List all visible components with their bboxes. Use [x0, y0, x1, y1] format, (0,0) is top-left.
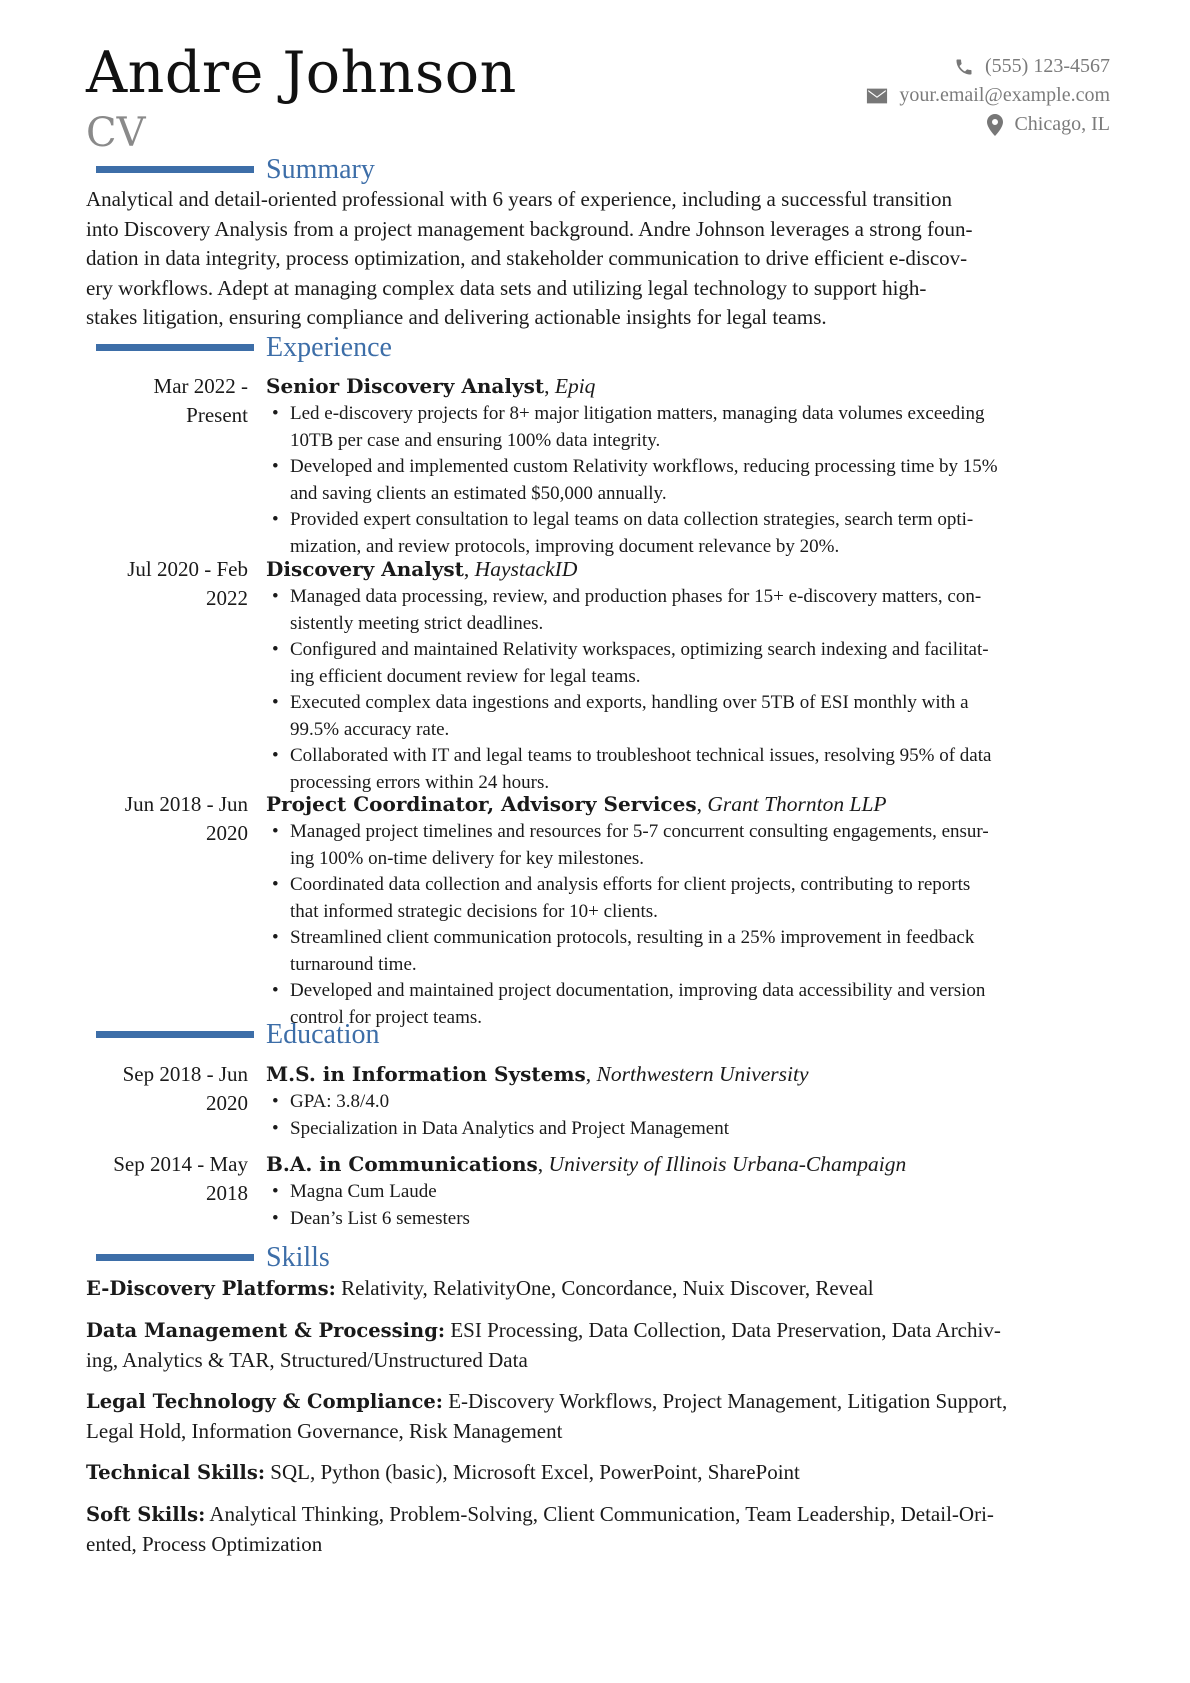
job-title: Discovery Analyst [266, 557, 464, 581]
employer: Grant Thornton LLP [707, 792, 887, 816]
skills-section-header [96, 1240, 996, 1276]
summary-section-header [96, 152, 996, 188]
summary-line: into Discovery Analysis from a project management background. Andre Johnson leverages a strong foun- [86, 216, 973, 241]
bullet-line: • Developed and implemented custom Relativity workflows, reducing processing time by 15% [290, 456, 998, 477]
entry-date [86, 1150, 248, 1208]
phone-icon [954, 57, 974, 77]
bullet-list [266, 819, 1126, 1031]
bullet-line: • GPA: 3.8/4.0 [290, 1091, 390, 1112]
bullet-line: ing efficient document review for legal teams. [290, 665, 641, 687]
bullet-line: that informed strategic decisions for 10+ clients. [290, 900, 658, 922]
skill-group [86, 1500, 1126, 1559]
skill-values: ing, Analytics & TAR, Structured/Unstructured Data [86, 1347, 528, 1372]
skill-values: Relativity, RelativityOne, Concordance, Nuix Discover, Reveal [335, 1276, 874, 1300]
bullet-line: • Managed project timelines and resources for 5-7 concurrent consulting engagements, ensur- [290, 821, 989, 842]
entry-date [86, 790, 248, 848]
bullet-item [266, 507, 1126, 560]
skill-label: E-Discovery Platforms: [86, 1277, 336, 1300]
employer: Epiq [554, 374, 596, 398]
skill-values: ented, Process Optimization [86, 1531, 323, 1556]
skill-group [86, 1316, 1126, 1375]
skill-group [86, 1458, 1126, 1488]
summary-line: Analytical and detail-oriented professional with 6 years of experience, including a successful transition [86, 187, 952, 211]
degree: B.A. in Communications [266, 1152, 538, 1176]
bullet-item [266, 743, 1126, 796]
bullet-list [266, 1089, 1126, 1142]
map-pin-icon [987, 114, 1003, 136]
bullet-line: 99.5% accuracy rate. [290, 718, 450, 740]
bullet-item [266, 819, 1126, 872]
bullet-line: ing 100% on-time delivery for key milestones. [290, 847, 645, 869]
entry-heading: M.S. in Information Systems, Northwestern University [266, 1062, 809, 1086]
location-text: Chicago, IL [1014, 113, 1110, 135]
bullet-line: • Collaborated with IT and legal teams to troubleshoot technical issues, resolving 95% of data [290, 745, 992, 766]
summary-text [86, 185, 1118, 333]
summary-line: stakes litigation, ensuring compliance and delivering actionable insights for legal teams. [86, 305, 827, 329]
date-line: Mar 2022 - [153, 374, 248, 398]
document-subtitle: CV [86, 110, 146, 156]
bullet-line: • Magna Cum Laude [290, 1181, 437, 1202]
date-line: 2022 [206, 586, 248, 610]
bullet-line: control for project teams. [290, 1006, 483, 1028]
contact-block [690, 52, 1110, 139]
section-accent-bar [96, 1031, 254, 1038]
section-title-education: Education [266, 1019, 380, 1050]
bullet-item [266, 584, 1126, 637]
bullet-line: mization, and review protocols, improving document relevance by 20%. [290, 535, 840, 557]
education-section-header [96, 1017, 996, 1053]
entry-heading: Senior Discovery Analyst, Epiq [266, 374, 596, 398]
bullet-line: • Developed and maintained project documentation, improving data accessibility and version [290, 980, 986, 1001]
bullet-item [266, 401, 1126, 454]
date-line: Present [186, 403, 248, 427]
entry-date [86, 372, 248, 430]
bullet-line: turnaround time. [290, 953, 417, 975]
bullet-line: • Executed complex data ingestions and exports, handling over 5TB of ESI monthly with a [290, 692, 969, 713]
bullet-list [266, 584, 1126, 796]
entry-date [86, 555, 248, 613]
date-line: Sep 2014 - May [113, 1152, 248, 1176]
section-title-experience: Experience [266, 332, 392, 363]
institution: Northwestern University [596, 1062, 809, 1086]
skill-values: ESI Processing, Data Collection, Data Preservation, Data Archiv- [445, 1318, 1001, 1342]
date-line: 2020 [206, 821, 248, 845]
skill-values: Analytical Thinking, Problem-Solving, Client Communication, Team Leadership, Detail-Ori- [205, 1502, 994, 1526]
entry-heading: Discovery Analyst, HaystackID [266, 557, 578, 581]
candidate-name: Andre Johnson [86, 40, 517, 106]
section-accent-bar [96, 344, 254, 351]
experience-section-header [96, 330, 996, 366]
entry-heading: B.A. in Communications, University of Illinois Urbana-Champaign [266, 1152, 907, 1176]
bullet-line: • Streamlined client communication protocols, resulting in a 25% improvement in feedback [290, 927, 975, 948]
bullet-line: • Specialization in Data Analytics and Project Management [290, 1117, 729, 1139]
skill-values: SQL, Python (basic), Microsoft Excel, PowerPoint, SharePoint [265, 1460, 800, 1484]
bullet-list [266, 401, 1126, 560]
date-line: 2018 [206, 1181, 248, 1205]
bullet-item [266, 690, 1126, 743]
bullet-item [266, 1089, 1126, 1116]
bullet-line: • Dean’s List 6 semesters [290, 1207, 470, 1229]
skill-group [86, 1387, 1126, 1446]
bullet-line: 10TB per case and ensuring 100% data integrity. [290, 429, 661, 451]
bullet-list [266, 1179, 1126, 1232]
employer: HaystackID [474, 557, 578, 581]
envelope-icon [866, 87, 888, 105]
phone-text: (555) 123-4567 [985, 55, 1110, 77]
entry-heading: Project Coordinator, Advisory Services, Grant Thornton LLP [266, 792, 887, 816]
institution: University of Illinois Urbana-Champaign [548, 1152, 907, 1176]
bullet-line: • Coordinated data collection and analysis efforts for client projects, contributing to reports [290, 874, 971, 895]
section-title-summary: Summary [266, 154, 375, 185]
entry-date [86, 1060, 248, 1118]
bullet-line: and saving clients an estimated $50,000 annually. [290, 482, 667, 504]
section-accent-bar [96, 166, 254, 173]
bullet-item [266, 454, 1126, 507]
date-line: Jun 2018 - Jun [124, 792, 248, 816]
bullet-line: • Managed data processing, review, and production phases for 15+ e-discovery matters, con- [290, 586, 982, 607]
email-text: your.email@example.com [899, 84, 1110, 106]
degree: M.S. in Information Systems [266, 1062, 586, 1086]
bullet-item [266, 1116, 1126, 1143]
bullet-item [266, 1179, 1126, 1206]
contact-location [690, 110, 1110, 139]
skill-label: Soft Skills: [86, 1503, 206, 1526]
bullet-line: sistently meeting strict deadlines. [290, 612, 544, 634]
skill-label: Data Management & Processing: [86, 1319, 446, 1342]
bullet-line: processing errors within 24 hours. [290, 771, 550, 793]
contact-phone [690, 52, 1110, 81]
bullet-item [266, 637, 1126, 690]
date-line: Jul 2020 - Feb [127, 557, 248, 581]
job-title: Senior Discovery Analyst [266, 374, 545, 398]
skill-label: Technical Skills: [86, 1461, 266, 1484]
skill-group [86, 1274, 1126, 1304]
bullet-line: • Led e-discovery projects for 8+ major litigation matters, managing data volumes exceeding [290, 403, 985, 424]
section-title-skills: Skills [266, 1242, 330, 1273]
summary-line: ery workflows. Adept at managing complex data sets and utilizing legal technology to support high- [86, 275, 927, 300]
bullet-line: • Configured and maintained Relativity workspaces, optimizing search indexing and facilitat- [290, 639, 989, 660]
bullet-item [266, 1206, 1126, 1233]
skill-label: Legal Technology & Compliance: [86, 1390, 443, 1413]
skill-values: E-Discovery Workflows, Project Management, Litigation Support, [442, 1389, 1008, 1413]
bullet-line: • Provided expert consultation to legal teams on data collection strategies, search term opti- [290, 509, 974, 530]
job-title: Project Coordinator, Advisory Services [266, 792, 697, 816]
bullet-item [266, 872, 1126, 925]
skill-values: Legal Hold, Information Governance, Risk Management [86, 1418, 563, 1443]
bullet-item [266, 925, 1126, 978]
date-line: Sep 2018 - Jun [122, 1062, 248, 1086]
section-accent-bar [96, 1254, 254, 1261]
contact-email [690, 81, 1110, 110]
summary-line: dation in data integrity, process optimization, and stakeholder communication to drive efficient e-discov- [86, 246, 968, 270]
date-line: 2020 [206, 1091, 248, 1115]
